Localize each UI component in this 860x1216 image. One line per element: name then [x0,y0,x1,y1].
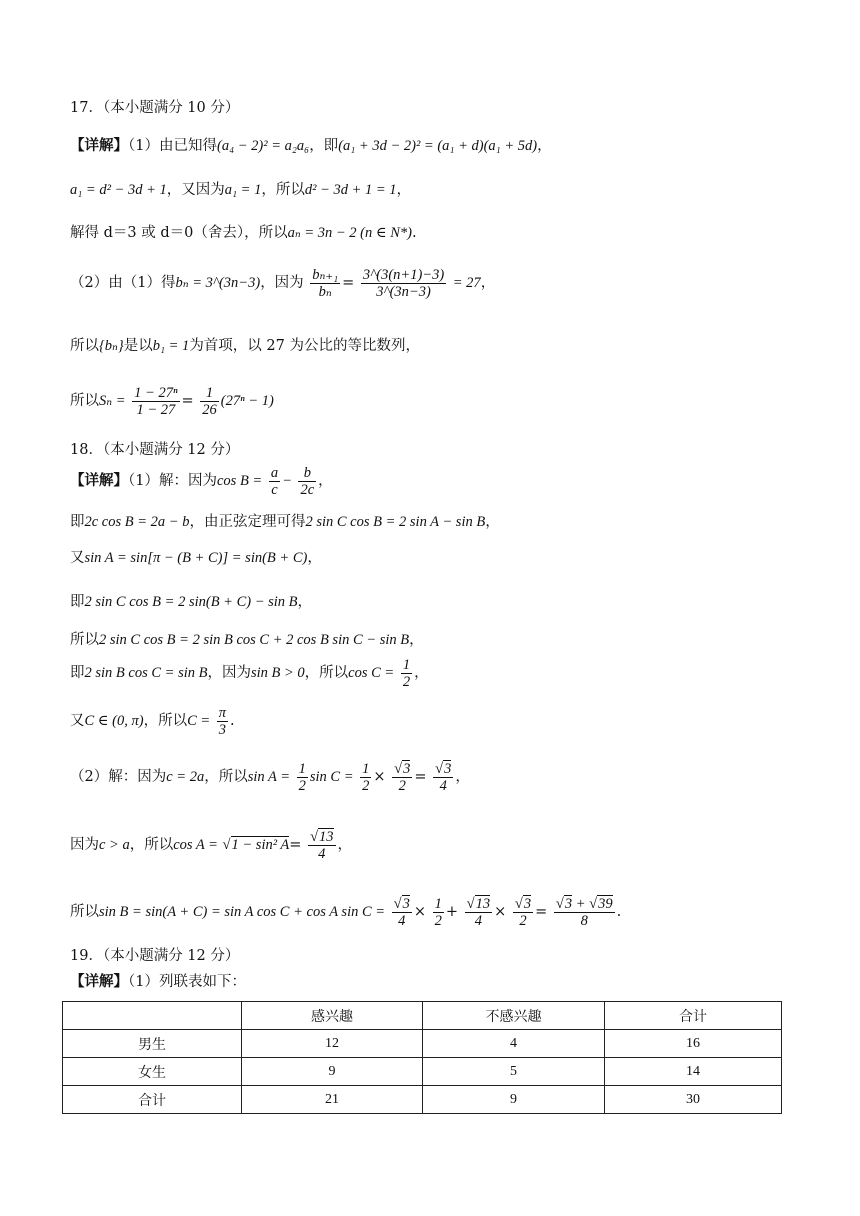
fraction: $\frac{√13}{4}$ [310,828,334,862]
fraction: $\frac{√3}{2}$ [514,895,532,929]
fraction: $\frac{\text{bₙ₊₁}}{\text{bₙ}}$ [312,266,339,300]
table-cell: 16 [605,1030,782,1058]
fraction: $\frac{a}{c}$ [270,464,279,498]
table-cell: 14 [605,1058,782,1086]
fraction: $\frac{√3 + √39}{8}$ [555,895,613,929]
q18-line10: 所以sin B = sin(A + C) = sin A cos C + cos A sin C = $\frac{√3}{4}$ × $\frac{1}{2}$ + $\frac{√13}{4}$ × $\frac{√3}{2}$ = $\frac{√3 + √39}{8}$ . [70,895,622,929]
table-cell: 9 [242,1058,423,1086]
table-cell: 4 [423,1030,605,1058]
fraction: $\frac{\pi}{3}$ [218,704,227,738]
fraction: $\frac{1}{26}$ [202,384,217,418]
contingency-table [62,1001,782,1114]
q17-line4: （2）由（1）得bₙ = 3^(3n−3)，因为 $\frac{\text{bₙ₊₁}}{\text{bₙ}}$ = $\frac{3\^{}(3(n+1)-3)}{3\^{}(3n-3)}$ = 27， [70,266,496,300]
fraction: $\frac{3\^{}(3(n+1)-3)}{3\^{}(3n-3)}$ [362,266,445,300]
table-cell: 12 [242,1030,423,1058]
fraction: $\frac{1}{2}$ [362,760,370,794]
table-cell: 21 [242,1086,423,1114]
q19-heading: 19．（本小题满分 12 分） [70,948,240,964]
q17-line3: 解得 d＝3 或 d＝0（舍去），所以aₙ = 3n − 2 (n ∈ N*). [70,225,417,241]
table-cell: 合计 [63,1086,242,1114]
q17-line1: 【详解】（1）由已知得(a₄ − 2)² = a₂a₆，即(a₁ + 3d − 2)² = (a₁ + d)(a₁ + 5d)， [70,137,552,154]
q18-line6: 即2 sin B cos C = sin B，因为sin B > 0，所以cos C = $\frac{1}{2}$ ， [70,656,429,690]
q18-line3: 又sin A = sin[π − (B + C)] = sin(B + C)， [70,550,322,566]
q18-line2: 即2c cos B = 2a − b，由正弦定理可得2 sin C cos B = 2 sin A − sin B， [70,514,500,530]
table-header-cell [63,1002,242,1030]
table-cell: 30 [605,1086,782,1114]
q19-line1: 【详解】（1）列联表如下： [70,973,246,990]
table-header-cell: 不感兴趣 [423,1002,605,1030]
q18-line9: 因为c > a，所以cos A = √1 − sin² A= $\frac{√13}{4}$ ， [70,828,353,862]
table-cell: 女生 [63,1058,242,1086]
q17-line6: 所以Sₙ = $\frac{\text{1 − 27ⁿ}}{1 - 27}$ = $\frac{1}{26}$ (27ⁿ − 1) [70,384,274,418]
q18-line8: （2）解：因为c = 2a，所以sin A = $\frac{1}{2}$ sin C = $\frac{1}{2}$ × $\frac{√3}{2}$ = $\frac{√3}{4}$ ， [70,760,470,794]
q18-line7: 又C ∈ (0, π)，所以C = $\frac{\pi}{3}$ . [70,704,235,738]
q17-line5: 所以{bₙ}是以b₁ = 1为首项，以 27 为公比的等比数列， [70,338,420,354]
q18-line5: 所以2 sin C cos B = 2 sin B cos C + 2 cos B sin C − sin B， [70,632,424,648]
q18-line4: 即2 sin C cos B = 2 sin(B + C) − sin B， [70,594,313,610]
table-cell: 男生 [63,1030,242,1058]
table-row [63,1030,782,1058]
table-header-cell: 感兴趣 [242,1002,423,1030]
q17-line2: a₁ = d² − 3d + 1，又因为a₁ = 1，所以d² − 3d + 1 = 1， [70,182,412,198]
fraction: $\frac{√3}{4}$ [435,760,452,794]
fraction: $\frac{\text{1 − 27ⁿ}}{1 - 27}$ [134,384,178,418]
table-cell: 5 [423,1058,605,1086]
q17-heading: 17．（本小题满分 10 分） [70,100,240,116]
fraction: $\frac{b}{2c}$ [300,464,315,498]
fraction: $\frac{1}{2}$ [402,656,411,690]
table-header-row [63,1002,782,1030]
table-row [63,1058,782,1086]
table-cell: 9 [423,1086,605,1114]
fraction: $\frac{1}{2}$ [298,760,306,794]
table-header-cell: 合计 [605,1002,782,1030]
fraction: $\frac{√13}{4}$ [466,895,491,929]
fraction: $\frac{√3}{4}$ [393,895,410,929]
q18-line1: 【详解】（1）解：因为cos B = $\frac{a}{c}$ − $\frac{b}{2c}$ ， [70,464,333,498]
q18-heading: 18．（本小题满分 12 分） [70,442,240,458]
table-row [63,1086,782,1114]
fraction: $\frac{√3}{2}$ [394,760,411,794]
fraction: $\frac{1}{2}$ [434,895,442,929]
